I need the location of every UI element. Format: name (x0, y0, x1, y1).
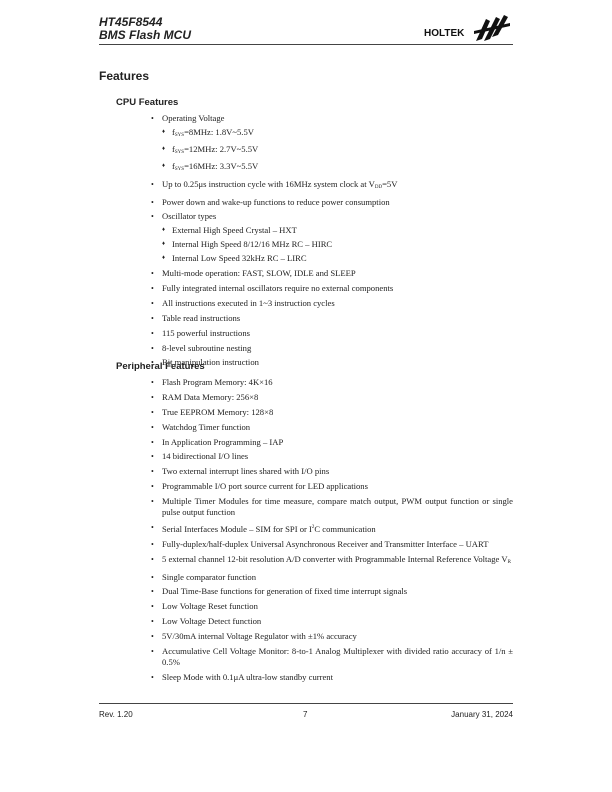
holtek-logo-icon (472, 13, 512, 43)
part-number: HT45F8544 (99, 15, 163, 29)
cpu-feature-item (150, 283, 513, 294)
sub-feature-list (162, 127, 513, 175)
item-superscript: 2 (311, 525, 315, 531)
cpu-feature-item (150, 179, 513, 193)
cpu-feature-item (150, 197, 513, 208)
peripheral-feature-item (150, 616, 513, 627)
peripheral-feature-item (150, 451, 513, 462)
item-subscript: DD (374, 184, 383, 190)
sub-feature-item (162, 239, 513, 250)
peripheral-feature-item (150, 522, 513, 535)
item-text: 8-level subroutine nesting (162, 342, 252, 353)
item-subscript: R (507, 559, 511, 565)
item-text: Low Voltage Detect function (162, 616, 262, 627)
item-text-suffix: =5V (382, 178, 398, 189)
item-text: In Application Programming – IAP (162, 436, 284, 447)
item-text: All instructions executed in 1~3 instruction cycles (162, 297, 335, 308)
item-text: Up to 0.25μs instruction cycle with 16MHz system clock at V (162, 178, 375, 189)
item-text: Internal High Speed 8/12/16 MHz RC – HIRC (172, 239, 333, 250)
footer-rule (99, 703, 513, 704)
document-header (99, 16, 191, 42)
item-text: Two external interrupt lines shared with I/O pins (162, 466, 330, 477)
item-text: 5V/30mA internal Voltage Regulator with ±1% accuracy (162, 631, 357, 642)
item-text-suffix: =16MHz: 3.3V~5.5V (184, 160, 259, 171)
item-text: Programmable I/O port source current for LED applications (162, 481, 368, 492)
item-text: 115 powerful instructions (162, 327, 250, 338)
item-text: True EEPROM Memory: 128×8 (162, 406, 274, 417)
item-text-suffix: C communication (314, 523, 376, 534)
sub-feature-item (162, 253, 513, 264)
item-text: Watchdog Timer function (162, 421, 251, 432)
cpu-features-list (150, 113, 513, 372)
peripheral-feature-item (150, 496, 513, 518)
item-text-suffix: =8MHz: 1.8V~5.5V (184, 127, 254, 137)
peripheral-feature-item (150, 481, 513, 492)
item-text: Multiple Timer Modules for time measure, compare match output, PWM output function or single pulse output function (162, 496, 513, 518)
peripheral-features-list (150, 377, 513, 687)
peripheral-feature-item (150, 586, 513, 597)
peripheral-features-title: Peripheral Features (116, 361, 205, 372)
peripheral-feature-item (150, 672, 513, 683)
sub-feature-item (162, 144, 513, 158)
item-text: Single comparator function (162, 571, 257, 582)
logo-text: HOLTEK (424, 28, 465, 39)
footer-page-number: 7 (303, 710, 308, 719)
cpu-feature-item (150, 298, 513, 309)
item-subscript: SYS (174, 133, 185, 138)
peripheral-feature-item (150, 466, 513, 477)
item-text: Flash Program Memory: 4K×16 (162, 377, 273, 387)
footer-revision: Rev. 1.20 (99, 710, 133, 719)
item-text: RAM Data Memory: 256×8 (162, 391, 259, 402)
peripheral-feature-item (150, 631, 513, 642)
cpu-feature-item (150, 328, 513, 339)
item-text-suffix: =12MHz: 2.7V~5.5V (184, 143, 259, 154)
item-text: Sleep Mode with 0.1μA ultra-low standby current (162, 671, 333, 682)
sub-feature-item (162, 127, 513, 141)
item-text: Low Voltage Reset function (162, 601, 258, 612)
item-text: Dual Time-Base functions for generation of fixed time interrupt signals (162, 586, 408, 597)
item-text: Accumulative Cell Voltage Monitor: 8-to-1 Analog Multiplexer with divided ratio accuracy of 1/n ± 0.5% (162, 646, 513, 667)
cpu-features-title: CPU Features (116, 97, 179, 108)
section-title: Features (99, 69, 150, 83)
header-rule (99, 44, 513, 45)
cpu-feature-item (150, 343, 513, 354)
sub-feature-list (162, 225, 513, 264)
peripheral-feature-item (150, 572, 513, 583)
item-text: Fully integrated internal oscillators require no external components (162, 283, 394, 294)
item-text: Operating Voltage (162, 113, 225, 123)
peripheral-feature-item (150, 601, 513, 612)
item-text: Table read instructions (162, 312, 241, 323)
item-text: Power down and wake-up functions to reduce power consumption (162, 196, 390, 207)
item-text: 14 bidirectional I/O lines (162, 451, 249, 462)
item-text: f (172, 143, 175, 154)
peripheral-feature-item (150, 392, 513, 403)
peripheral-feature-item (150, 539, 513, 550)
item-text: Fully-duplex/half-duplex Universal Asynchronous Receiver and Transmitter Interface – UART (162, 538, 489, 549)
footer-date: January 31, 2024 (451, 710, 513, 719)
peripheral-feature-item (150, 646, 513, 668)
peripheral-feature-item (150, 377, 513, 388)
cpu-feature-item (150, 211, 513, 264)
document-title: BMS Flash MCU (99, 28, 192, 42)
item-text: Multi-mode operation: FAST, SLOW, IDLE and SLEEP (162, 268, 356, 279)
item-subscript: SYS (174, 166, 185, 172)
item-text: Bit manipulation instruction (162, 357, 259, 368)
item-text: f (172, 160, 175, 171)
sub-feature-item (162, 225, 513, 236)
cpu-feature-item (150, 268, 513, 279)
sub-feature-item (162, 161, 513, 175)
item-text: f (172, 127, 175, 137)
item-text: External High Speed Crystal – HXT (172, 225, 297, 236)
item-text: Oscillator types (162, 211, 217, 222)
cpu-feature-item (150, 113, 513, 175)
item-text: Internal Low Speed 32kHz RC – LIRC (172, 253, 307, 264)
cpu-feature-item (150, 313, 513, 324)
item-subscript: SYS (174, 149, 185, 155)
peripheral-feature-item (150, 422, 513, 433)
peripheral-feature-item (150, 437, 513, 448)
peripheral-feature-item (150, 554, 513, 568)
item-text: 5 external channel 12-bit resolution A/D converter with Programmable Internal Reference Voltage V (162, 553, 508, 564)
peripheral-feature-item (150, 407, 513, 418)
item-text: Serial Interfaces Module – SIM for SPI or I (162, 523, 312, 534)
holtek-logo (424, 13, 514, 43)
